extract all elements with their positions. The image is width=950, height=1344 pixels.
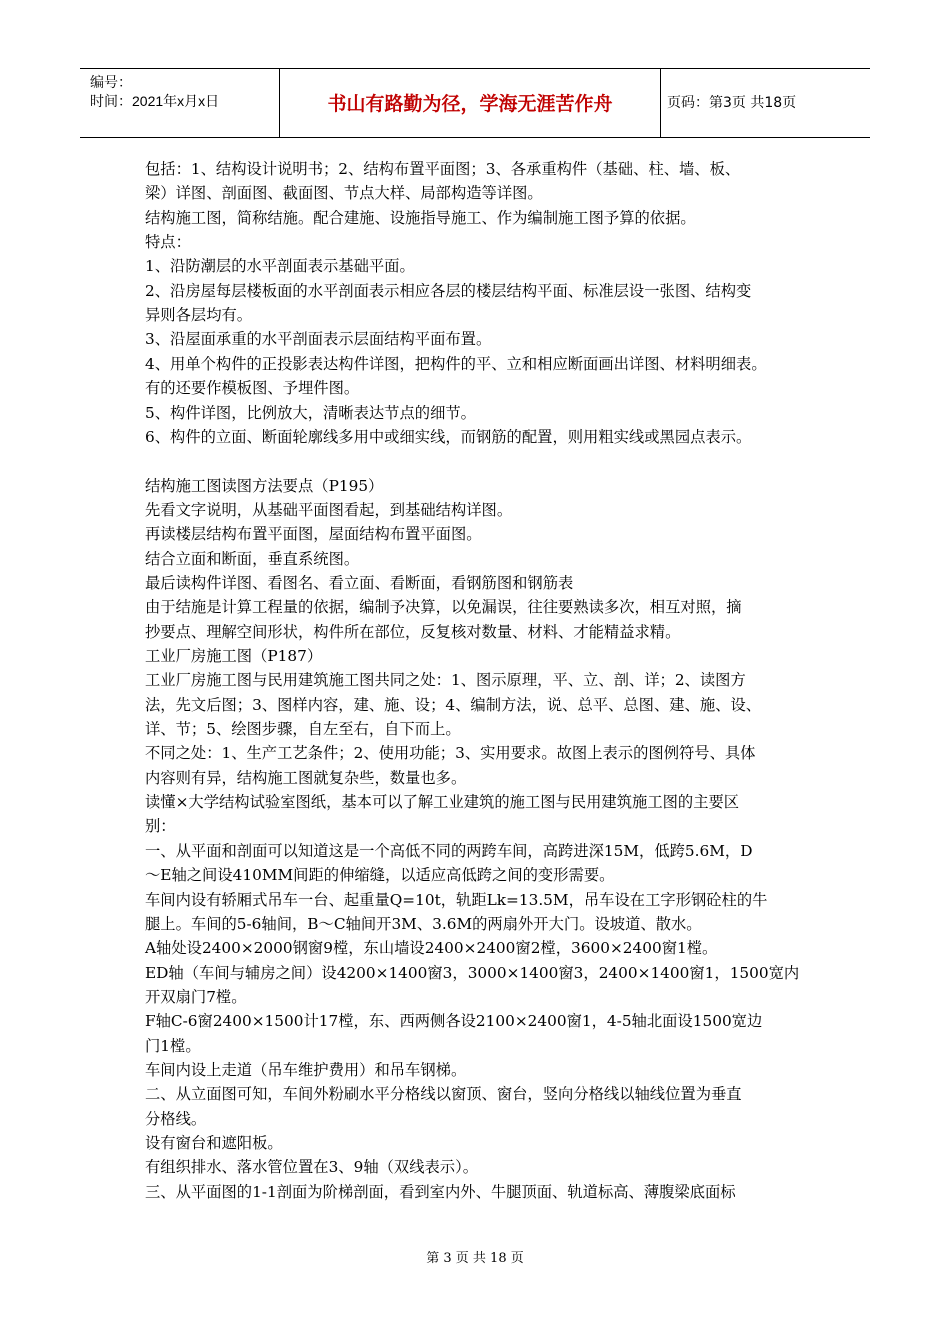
text-line: 门1樘。 <box>145 1036 201 1055</box>
text-line: 有的还要作模板图、予埋件图。 <box>145 379 360 398</box>
text-line: A轴处设2400×2000钢窗9樘，东山墙设2400×2400窗2樘，3600×2400窗1樘。 <box>145 939 718 958</box>
text-line: ED轴（车间与辅房之间）设4200×1400窗3，3000×1400窗3，2400×1400窗1，1500宽内 <box>145 963 800 982</box>
document-id-label: 编号： <box>90 74 132 90</box>
text-line: 结构施工图，简称结施。配合建施、设施指导施工、作为编制施工图予算的依据。 <box>145 208 696 227</box>
text-line: 车间内设有轿厢式吊车一台、起重量Q=10t，轨距Lk=13.5M，吊车设在工字形钢砼柱的牛 <box>145 890 768 909</box>
text-line: 4、用单个构件的正投影表达构件详图，把构件的平、立和相应断面画出详图、材料明细表。 <box>145 354 767 373</box>
text-line: 梁）详图、剖面图、截面图、节点大样、局部构造等详图。 <box>145 184 543 203</box>
text-line: F轴C-6窗2400×1500计17樘，东、西两侧各设2100×2400窗1，4-5轴北面设1500宽边 <box>145 1012 763 1031</box>
text-line: 详、节；5、绘图步骤，自左至右，自下而上。 <box>145 720 461 739</box>
text-line: 结合立面和断面，垂直系统图。 <box>145 549 360 568</box>
text-line: 有组织排水、落水管位置在3、9轴（双线表示）。 <box>145 1158 479 1177</box>
text-line: 1、沿防潮层的水平剖面表示基础平面。 <box>145 257 415 276</box>
document-date: 时间：2021年x月x日 <box>90 93 220 109</box>
text-line: 二、从立面图可知，车间外粉刷水平分格线以窗顶、窗台，竖向分格线以轴线位置为垂直 <box>145 1085 742 1104</box>
text-line: 6、构件的立面、断面轮廓线多用中或细实线，而钢筋的配置，则用粗实线或黑园点表示。 <box>145 427 752 446</box>
text-line: 开双扇门7樘。 <box>145 987 247 1006</box>
text-line: 再读楼层结构布置平面图，屋面结构布置平面图。 <box>145 525 482 544</box>
text-line: 读懂×大学结构试验室图纸，基本可以了解工业建筑的施工图与民用建筑施工图的主要区 <box>145 793 740 812</box>
text-line: 工业厂房施工图（P187） <box>145 647 323 665</box>
text-line: 最后读构件详图、看图名、看立面、看断面，看钢筋图和钢筋表 <box>145 573 574 592</box>
page-header <box>80 68 870 138</box>
text-line: 内容则有异，结构施工图就复杂些，数量也多。 <box>145 768 467 787</box>
text-line: 5、构件详图，比例放大，清晰表达节点的细节。 <box>145 403 476 422</box>
header-left-cell <box>80 69 280 137</box>
text-line: ～E轴之间设410MM间距的伸缩缝，以适应高低跨之间的变形需要。 <box>145 866 615 885</box>
text-line: 工业厂房施工图与民用建筑施工图共同之处：1、图示原理，平、立、剖、详；2、读图方 <box>145 671 746 690</box>
header-middle-cell <box>280 69 661 137</box>
text-line: 包括：1、结构设计说明书；2、结构布置平面图；3、各承重构件（基础、柱、墙、板、 <box>145 160 741 178</box>
text-line: 法，先文后图；3、图样内容，建、施、设；4、编制方法，说、总平、总图、建、施、设、 <box>145 695 762 714</box>
text-line: 先看文字说明，从基础平面图看起，到基础结构详图。 <box>145 500 513 519</box>
text-line: 异则各层均有。 <box>145 306 253 325</box>
text-line: 腿上。车间的5-6轴间，B～C轴间开3M、3.6M的两扇外开大门。设坡道、散水。 <box>145 914 702 933</box>
text-line: 结构施工图读图方法要点（P195） <box>145 476 384 495</box>
text-line: 不同之处：1、生产工艺条件；2、使用功能；3、实用要求。故图上表示的图例符号、具体 <box>145 744 756 763</box>
text-line: 特点： <box>145 233 191 252</box>
text-line: 3、沿屋面承重的水平剖面表示层面结构平面布置。 <box>145 330 492 349</box>
text-line: 车间内设上走道（吊车维护费用）和吊车钢梯。 <box>145 1060 467 1079</box>
header-page-info: 页码：第3页 共18页 <box>667 95 797 111</box>
text-line: 别： <box>145 817 176 836</box>
text-line: 由于结施是计算工程量的依据，编制予决算，以免漏误，往往要熟读多次，相互对照，摘 <box>145 598 742 617</box>
header-motto: 书山有路勤为径，学海无涯苦作舟 <box>327 93 613 115</box>
text-line: 设有窗台和遮阳板。 <box>145 1134 283 1152</box>
text-line: 抄要点、理解空间形状，构件所在部位，反复核对数量、材料、才能精益求精。 <box>145 622 681 641</box>
page-footer: 第 3 页 共 18 页 <box>426 1251 524 1266</box>
text-line: 分格线。 <box>145 1109 207 1128</box>
text-line: 三、从平面图的1-1剖面为阶梯剖面，看到室内外、牛腿顶面、轨道标高、薄腹梁底面标 <box>145 1182 736 1201</box>
text-line: 一、从平面和剖面可以知道这是一个高低不同的两跨车间，高跨进深15M，低跨5.6M，D <box>145 841 753 860</box>
header-right-cell <box>661 69 870 137</box>
text-line: 2、沿房屋每层楼板面的水平剖面表示相应各层的楼层结构平面、标准层设一张图、结构变 <box>145 281 752 300</box>
